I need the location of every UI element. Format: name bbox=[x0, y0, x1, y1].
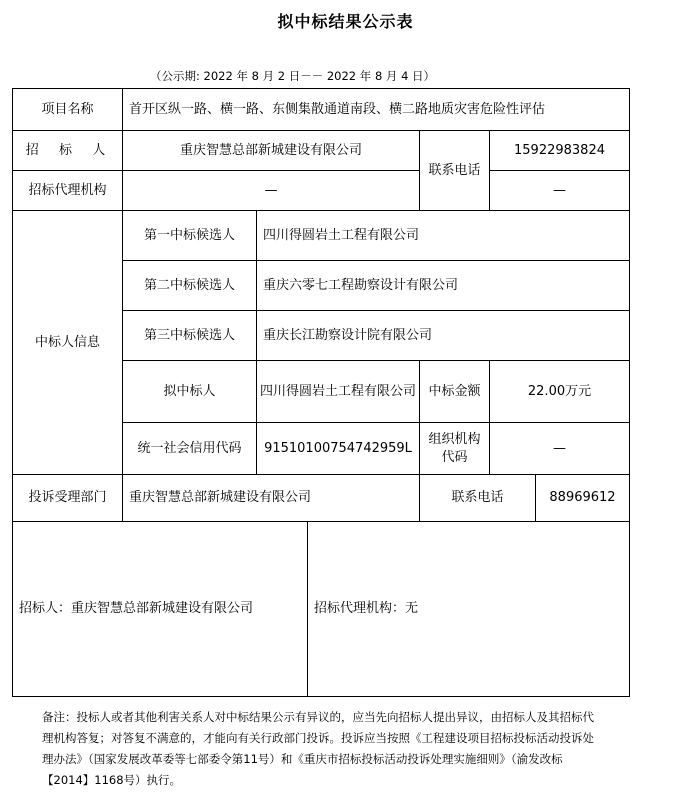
complaint-contact-value: 88969612 bbox=[536, 475, 630, 522]
remarks-note: 备注：投标人或者其他利害关系人对中标结果公示有异议的，应当先向招标人提出异议，由招标人及其招标代理机构答复；对答复不满意的，才能向有关行政部门投诉。投诉应当按照《工程建设项目招标投标活动投诉处理办法》（国家发展改革委等七部委令第11号）和《重庆市招标投标活动投诉处理实施细则》（渝发改标【2014】1168号）执行。 bbox=[42, 710, 594, 787]
bid-amount-value: 22.00万元 bbox=[490, 361, 630, 423]
agency-label: 招标代理机构 bbox=[13, 171, 123, 211]
page-title: 拟中标结果公示表 bbox=[277, 12, 414, 31]
credit-code-label: 统一社会信用代码 bbox=[123, 423, 257, 475]
org-code-label: 组织机构代码 bbox=[420, 423, 490, 475]
credit-code-value: 91510100754742959L bbox=[257, 423, 420, 475]
candidate-1-value: 四川得圆岩土工程有限公司 bbox=[257, 211, 630, 261]
agency-value: — bbox=[123, 171, 420, 211]
candidate-2-value: 重庆六零七工程勘察设计有限公司 bbox=[257, 261, 630, 311]
result-table bbox=[12, 88, 630, 697]
candidate-2-label: 第二中标候选人 bbox=[123, 261, 257, 311]
contact-phone-value: 15922983824 bbox=[490, 131, 630, 171]
publicity-period: （公示期: 2022 年 8 月 2 日－－ 2022 年 8 月 4 日） bbox=[150, 69, 436, 83]
proposed-winner-value: 四川得圆岩土工程有限公司 bbox=[257, 361, 420, 423]
project-name-value: 首开区纵一路、横一路、东侧集散通道南段、横二路地质灾害危险性评估 bbox=[123, 89, 630, 131]
candidate-3-label: 第三中标候选人 bbox=[123, 311, 257, 361]
bid-amount-label: 中标金额 bbox=[420, 361, 490, 423]
complaint-dept-value: 重庆智慧总部新城建设有限公司 bbox=[123, 475, 420, 522]
contact-phone-label: 联系电话 bbox=[420, 131, 490, 211]
tenderer-value: 重庆智慧总部新城建设有限公司 bbox=[123, 131, 420, 171]
winner-info-label: 中标人信息 bbox=[13, 211, 123, 475]
tenderer-signature: 招标人：重庆智慧总部新城建设有限公司 bbox=[13, 522, 308, 697]
candidate-1-label: 第一中标候选人 bbox=[123, 211, 257, 261]
candidate-3-value: 重庆长江勘察设计院有限公司 bbox=[257, 311, 630, 361]
proposed-winner-label: 拟中标人 bbox=[123, 361, 257, 423]
project-name-label: 项目名称 bbox=[13, 89, 123, 131]
agency-signature: 招标代理机构：无 bbox=[308, 522, 630, 697]
complaint-contact-label: 联系电话 bbox=[420, 475, 536, 522]
org-code-value: — bbox=[490, 423, 630, 475]
agency-contact-value: — bbox=[490, 171, 630, 211]
tenderer-label: 招 标 人 bbox=[13, 131, 123, 171]
complaint-dept-label: 投诉受理部门 bbox=[13, 475, 123, 522]
